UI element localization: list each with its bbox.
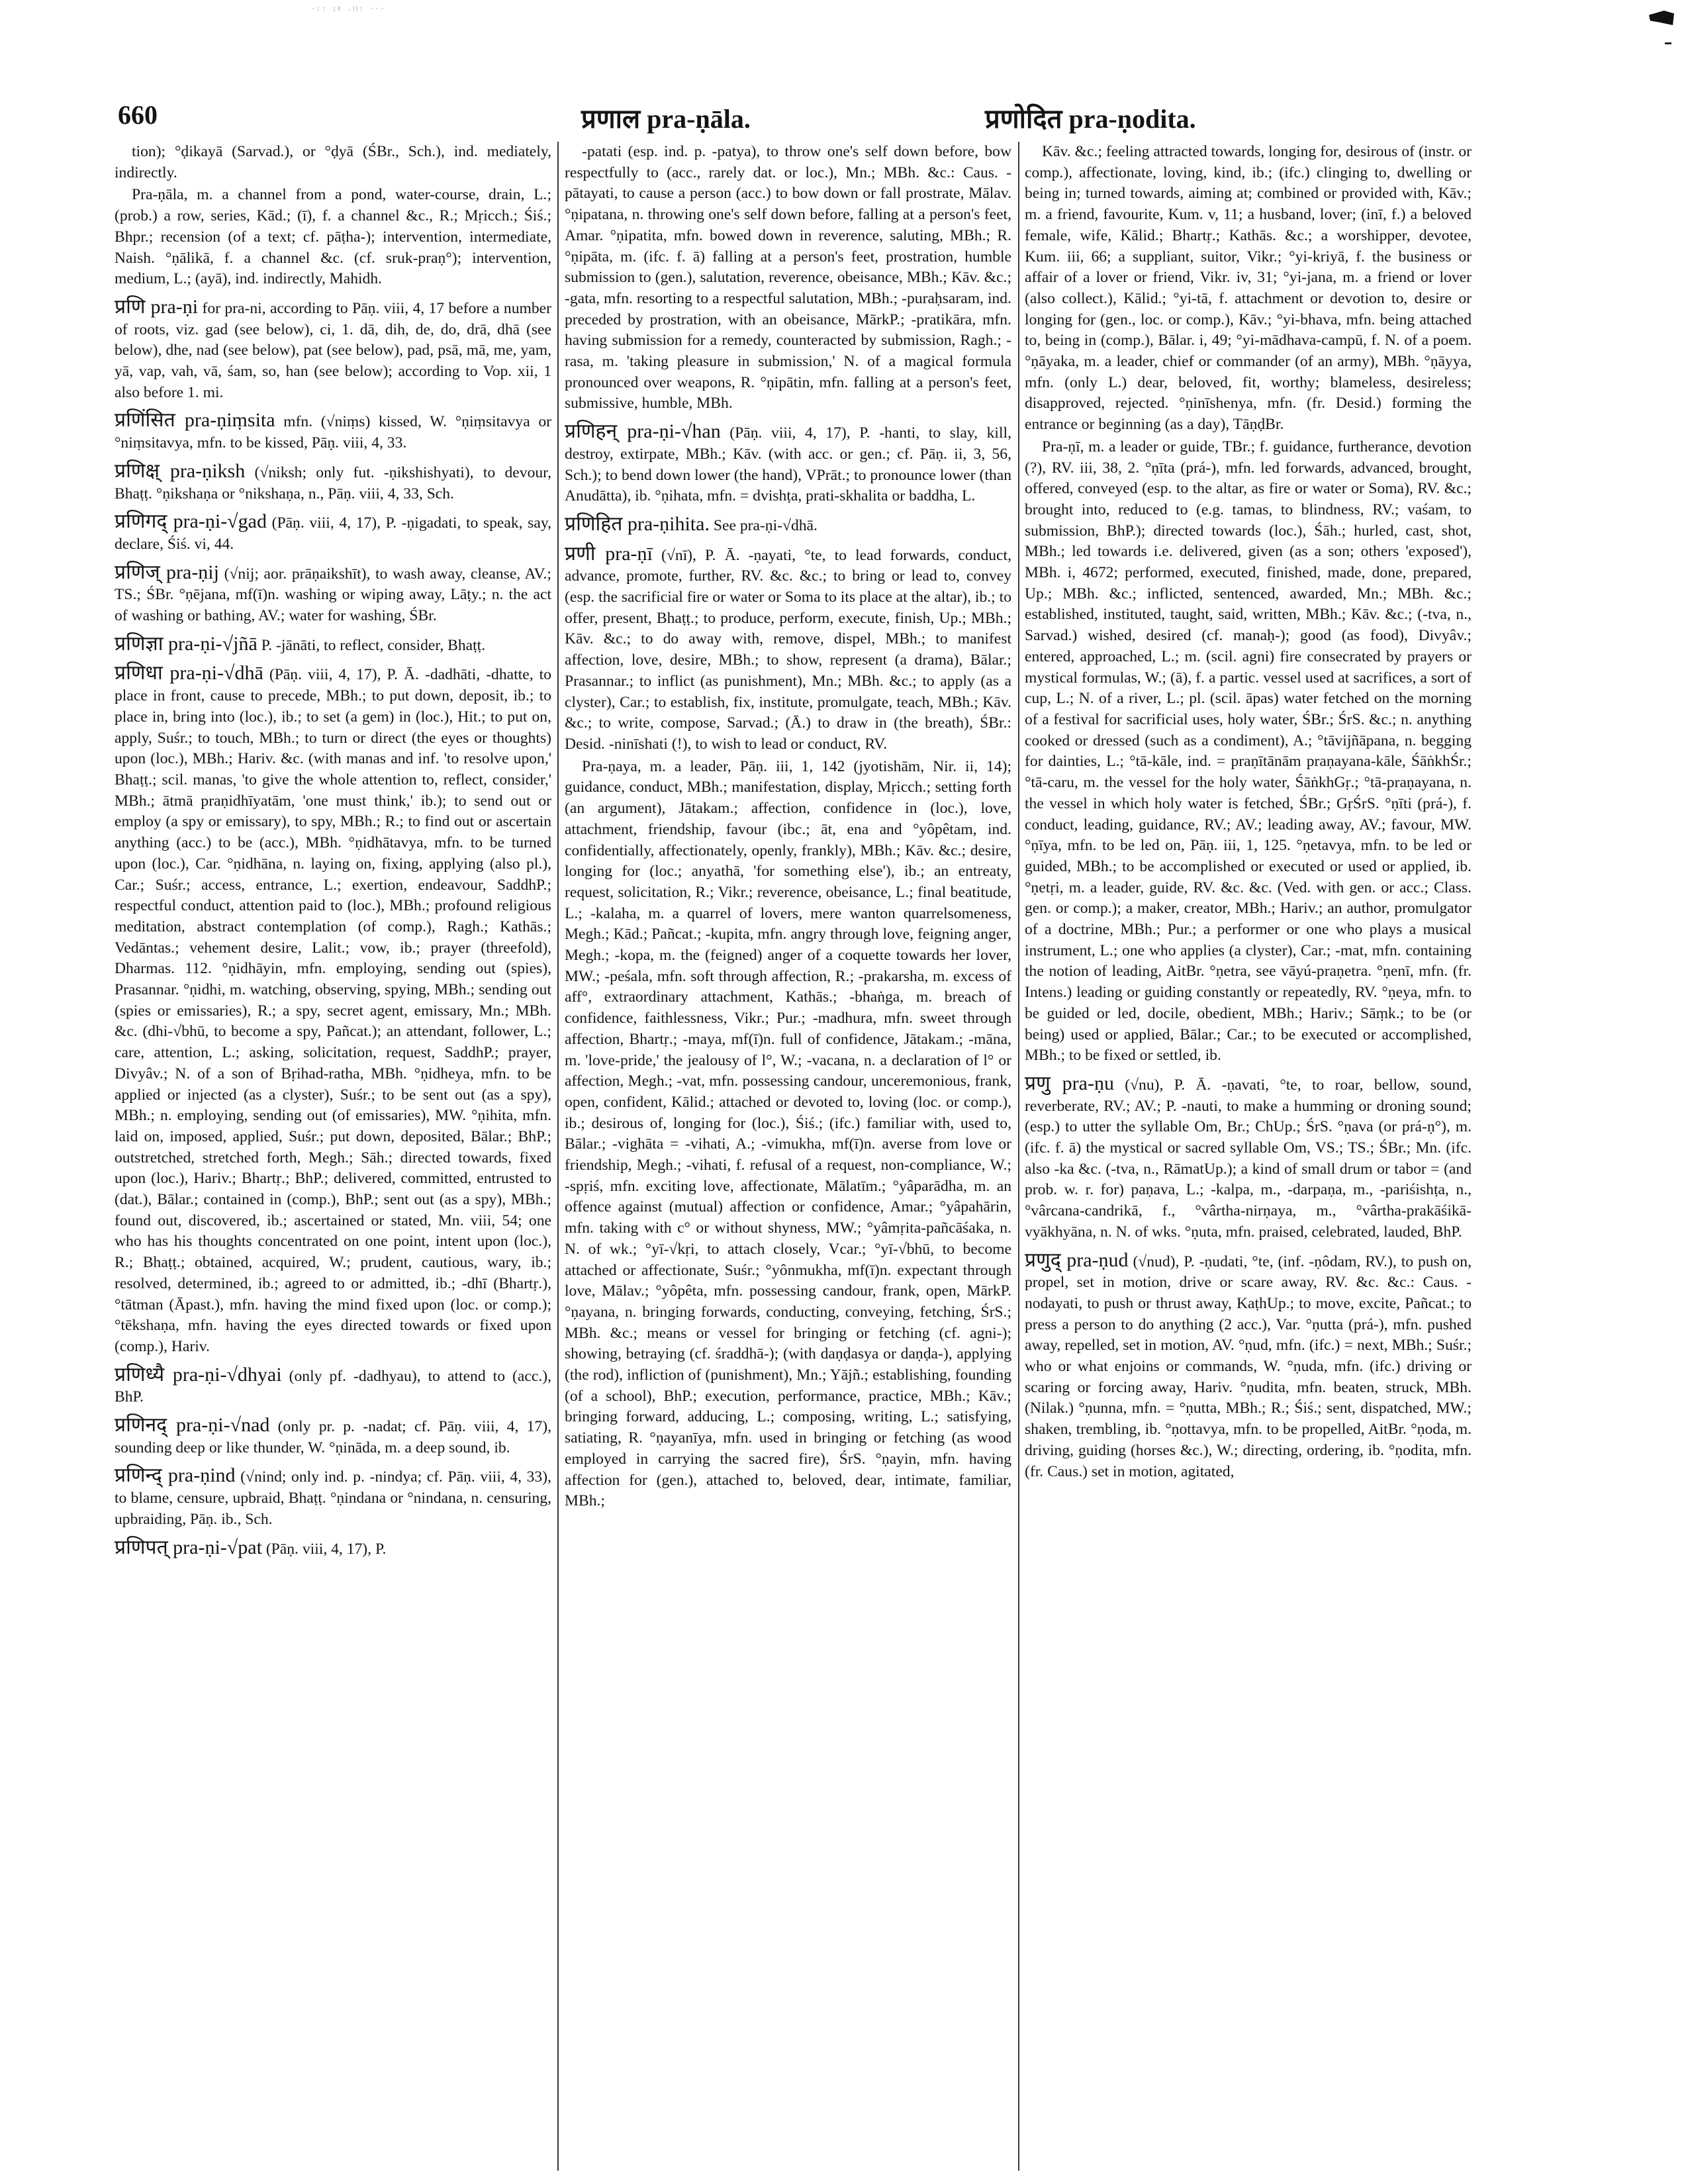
entry-headword: प्रणिहित pra-ṇihita. bbox=[565, 512, 710, 535]
dictionary-entry bbox=[115, 297, 551, 404]
entry-headword: प्रणिगद् pra-ṇi-√gad bbox=[115, 510, 267, 533]
entry-body: (√nī), P. Ā. -ṇayati, °te, to lead forwards, conduct, advance, promote, further, RV. &c. &c.; to bring or lead to, convey (esp. the sacrificial fire or water or Soma to its place at the altar), ib.; to offer, present, Bhaṭṭ.; to produce, perform, execute, finish, Up.; MBh.; Kāv. &c.; to do away with, remove, dispel, MBh.; to manifest affection, love, desire, MBh.; to show, represent (a drama), Bālar.; Prasannar.; to inflict (as punishment), Mn.; MBh. &c.; to apply (as a clyster), Car.; to establish, fix, institute, promulgate, teach, MBh.; Kāv. &c.; to write, compose, Sarvad.; (Ā.) to draw in (the breath), ŚBr.: Desid. -ninīshati (!), to wish to lead or conduct, RV. bbox=[565, 546, 1011, 753]
entry-headword: प्रणिज् pra-ṇij bbox=[115, 561, 219, 583]
dictionary-entry bbox=[565, 514, 1011, 537]
dictionary-entry bbox=[115, 1465, 551, 1530]
dictionary-column-3 bbox=[1025, 142, 1472, 2171]
entry-headword: प्रणिनद् pra-ṇi-√nad bbox=[115, 1414, 270, 1437]
entry-body: (Pāṇ. viii, 4, 17), P. Ā. -dadhāti, -dhatte, to place in front, cause to precede, MBh.; to put down, deposit, ib.; to place in, bring into (loc.), ib.; to set (a gem) in (loc.), Hit.; to put on, apply, Suśr.; to touch, MBh.; to turn or direct (the eyes or thoughts) upon (loc.), MBh.; Hariv. &c. (with manas and inf. 'to resolve upon,' Bhaṭṭ.; scil. manas, 'to give the whole attention to, reflect, consider,' MBh.; ātmā praṇidhīyatām, 'one must think,' ib.); to send out or employ (a spy or emissary), to spy, MBh.; R.; to find out or ascertain anything (acc.) to be (acc.), MBh. °ṇidhātavya, mfn. to be turned upon (loc.), Car. °ṇidhāna, n. laying on, fixing, applying (also pl.), Car.; Suśr.; access, entrance, L.; exertion, endeavour, SaddhP.; respectful conduct, attention paid to (loc.), MBh.; profound religious meditation, abstract contemplation (of comp.), Ragh.; Kathās.; Vedāntas.; vehement desire, Lalit.; vow, ib.; prayer (threefold), Dharmas. 112. °ṇidhāyin, mfn. employing, sending out (spies), Prasannar. °ṇidhi, m. watching, observing, spying, MBh.; sending out (spies or emissaries), R.; a spy, secret agent, emissary, Mn.; MBh. &c. (dhi-√bhū, to become a spy, Pañcat.); an attendant, follower, L.; care, attention, L.; asking, solicitation, request, SaddhP.; prayer, Divyâv.; N. of a son of Bṛihad-ratha, MBh. °ṇidheya, mfn. to be applied or injected (as a clyster), Suśr.; to be sent out (as a spy), MBh.; n. employing, sending out (of emissaries), MW. °ṇihita, mfn. laid on, imposed, applied, Suśr.; put down, deposited, Bālar.; BhP.; outstretched, stretched forth, Megh.; Sāh.; directed towards, fixed upon (loc.), Hariv.; Bhartṛ.; BhP.; delivered, committed, entrusted to (dat.), Bālar.; contained in (comp.), BhP.; sent out (as a spy), MBh.; found out, discovered, ib.; ascertained or stated, Mn. viii, 54; one who has his thoughts concentrated on one point, intent upon (loc.), R.; Bhaṭṭ.; obtained, acquired, W.; prudent, cautious, wary, ib.; resolved, determined, ib.; agreed to or admitted, ib.; -dhī (Bhartṛ.), °tātman (Āpast.), mfn. having the mind fixed upon (loc. or comp.); °tēkshaṇa, mfn. having the eyes directed towards or fixed upon (comp.), Hariv. bbox=[115, 666, 551, 1355]
entry-body: Kāv. &c.; feeling attracted towards, longing for, desirous of (instr. or comp.), affectionate, loving, kind, ib.; (ifc.) clinging to, dwelling or being in; turned towards, aiming at; combined or provided with, Kāv.; m. a friend, favourite, Kum. v, 11; a husband, lover; (inī, f.) a beloved female, wife, Kālid.; Bhartṛ.; Kathās. &c.; a worshipper, devotee, Kum. iii, 66; a suppliant, suitor, Vikr.; °yi-kriyā, f. the business or affair of a lover or friend, Vikr. iv, 31; °yi-jana, m. a friend or lover (also collect.), Kālid.; °yi-tā, f. attachment or devotion to, desire or longing for (gen., loc. or comp.), Kāv.; °yi-bhava, mfn. being attached to, being in (comp.), Bālar. i, 49; °yi-mādhava-campū, f. N. of a poem. °ṇāyaka, m. a leader, chief or commander (of an army), MBh. °ṇāyya, mfn. (only L.) dear, beloved, fit, worthy; blameless, desireless; disapproved, rejected. °ṇinīshenya, mfn. (fr. Desid.) forming the entrance or beginning (as a day), TāṇḍBr. bbox=[1025, 143, 1472, 434]
entry-headword: प्रणुद् pra-ṇud bbox=[1025, 1249, 1129, 1271]
entry-body: (only pf. -dadhyau), to attend to (acc.), BhP. bbox=[115, 1367, 551, 1406]
entry-body: (√nu), P. Ā. -ṇavati, °te, to roar, bellow, sound, reverberate, RV.; AV.; P. -nauti, to make a humming or droning sound; (esp.) to utter the syllable Om, Br.; ChUp.; ŚrS. °ṇava (or prá-ṇ°), m. (ifc. f. ā) the mystical or sacred syllable Om, VS.; TS.; ŚBr.; Mn. (ifc. also -ka &c. (-tva, n., RāmatUp.); a kind of small drum or tabor = (and prob. w. r. for) paṇava, L.; -kalpa, m., -darpaṇa, m., -pariśishṭa, n., °vârcana-candrikā, f., °vârtha-nirṇaya, m., °vârtha-prakāśikā-vyākhyāna, n. N. of wks. °ṇuta, mfn. praised, celebrated, lauded, BhP. bbox=[1025, 1076, 1472, 1241]
entry-headword: प्रणु pra-ṇu bbox=[1025, 1072, 1114, 1094]
entry-body: (√niksh; only fut. -ṇikshishyati), to devour, Bhaṭṭ. °ṇikshaṇa or °nikshaṇa, n., Pāṇ. viii, 4, 33, Sch. bbox=[115, 463, 551, 502]
dictionary-entry bbox=[565, 757, 1011, 1512]
dictionary-entry bbox=[1025, 142, 1472, 436]
dictionary-entry bbox=[1025, 1073, 1472, 1243]
dictionary-entry bbox=[115, 1364, 551, 1408]
scan-edge-mark bbox=[1649, 11, 1674, 30]
dictionary-entry bbox=[565, 142, 1011, 414]
dictionary-entry bbox=[1025, 437, 1472, 1067]
column-rule bbox=[1018, 142, 1019, 2171]
dictionary-entry bbox=[115, 634, 551, 657]
dictionary-column-1 bbox=[115, 142, 551, 2171]
entry-headword: प्रणिध्यै pra-ṇi-√dhyai bbox=[115, 1363, 282, 1386]
entry-headword: प्रणि pra-ṇi bbox=[115, 295, 199, 318]
entry-headword: प्रणिन्द् pra-ṇind bbox=[115, 1464, 236, 1487]
dictionary-entry bbox=[565, 544, 1011, 755]
entry-body: (√nind; only ind. p. -nindya; cf. Pāṇ. viii, 4, 33), to blame, censure, upbraid, Bhaṭṭ. °ṇindana or °nindana, n. censuring, upbraiding, Pāṇ. ib., Sch. bbox=[115, 1468, 551, 1528]
entry-body: Pra-ṇaya, m. a leader, Pāṇ. iii, 1, 142 (jyotishām, Nir. ii, 14); guidance, conduct, MBh.; manifestation, display, Mṛicch.; setting forth (an argument), Jātakam.; affection, confidence in (loc.), love, attachment, friendship, favour (ibc.; āt, ena and °yôpêtam, ind. confidentially, affectionately, openly, frankly), MBh.; Kāv. &c.; desire, longing for (loc.; anyathā, 'for something else'), ib.; an entreaty, request, solicitation, R.; Vikr.; reverence, obeisance, L.; final beatitude, L.; -kalaha, m. a quarrel of lovers, mere wanton quarrelsomeness, Megh.; Kād.; Pañcat.; -kupita, mfn. angry through love, feigning anger, Megh.; -kopa, m. the (feigned) anger of a coquette towards her lover, MW.; -peśala, mfn. soft through affection, R.; -prakarsha, m. excess of aff°, extraordinary attachment, Kathās.; -bhaṅga, m. breach of confidence, faithlessness, Vikr.; Pur.; -madhura, mfn. sweet through affection, Bhartṛ.; -maya, mf(ī)n. full of confidence, Jātakam.; -māna, m. 'love-pride,' the jealousy of l°, W.; -vacana, n. a declaration of l° or affection, Megh.; -vat, mfn. possessing candour, unceremonious, frank, open, confident, Kālid.; attached or devoted to, loving (loc. or comp.), ib.; desirous of, longing for (loc.), Śiś.; (ifc.) familiar with, used to, Bālar.; -vighāta = -vihati, A.; -vimukha, mf(ī)n. averse from love or friendship, Megh.; -vihati, f. refusal of a request, non-compliance, W.; -spṛiś, mfn. exciting love, affectionate, Mālatīm.; °yâparādha, m. an offence against (mutual) affection or confidence, Amar.; °yâpahārin, mfn. taking with c° or without shyness, MW.; °yâmṛita-pañcāśaka, n. N. of wk.; °yī-√kṛi, to attach closely, Vcar.; °yī-√bhū, to become attached or affectionate, Suśr.; °yônmukha, mf(ī)n. expectant through love, Mālav.; °yôpêta, mfn. possessing candour, frank, open, MārkP. °ṇayana, n. bringing forwards, conducting, conveying, fetching, ŚrS.; MBh. &c.; means or vessel for bringing or fetching (cf. agni-); showing, betraying (cf. śraddhā-); (with daṇḍasya or daṇḍa-), applying (the rod), infliction of (punishment), Mn.; Yājñ.; establishing, founding (of a school), BhP.; execution, performance, practice, MBh.; Kāv.; bringing forward, adducing, L.; composing, writing, L.; satisfying, satiating, R. °ṇayanīya, mfn. used in bringing or fetching (as wood employed in carrying the sacred fire), ŚrS. °ṇayin, mfn. having affection for (gen.), attached to, beloved, dear, intimate, familiar, MBh.; bbox=[565, 757, 1011, 1510]
running-head-right: प्रणोदित pra-ṇodita. bbox=[985, 104, 1196, 134]
entry-body: (only pr. p. -nadat; cf. Pāṇ. viii, 4, 17), sounding deep or like thunder, W. °ṇināda, m. a deep sound, ib. bbox=[115, 1418, 551, 1456]
entry-body: mfn. (√niṃs) kissed, W. °ṇiṃsitavya or °niṃsitavya, mfn. to be kissed, Pāṇ. viii, 4, 33. bbox=[115, 413, 551, 452]
entry-body: (√nij; aor. prāṇaikshīt), to wash away, cleanse, AV.; TS.; ŚBr. °ṇējana, mf(ī)n. washing or wiping away, Lāṭy.; n. the act of washing or bathing, AV.; water for washing, ŚBr. bbox=[115, 565, 551, 625]
entry-body: (Pāṇ. viii, 4, 17), P. -ṇigadati, to speak, say, declare, Śiś. vi, 44. bbox=[115, 514, 551, 553]
entry-body: tion); °ḍikayā (Sarvad.), or °ḍyā (ŚBr., Sch.), ind. mediately, indirectly. bbox=[115, 143, 551, 181]
entry-headword: प्रणिपत् pra-ṇi-√pat bbox=[115, 1536, 262, 1558]
entry-body: (Pāṇ. viii, 4, 17), P. -hanti, to slay, kill, destroy, extirpate, MBh.; Kāv. (with acc. or gen.; cf. Pāṇ. ii, 3, 56, Sch.); to bend down lower (the hand), VPrāt.; to pronounce lower (than Anudātta), ib. °ṇihata, mfn. = dvishṭa, prati-skhalita or baddha, L. bbox=[565, 424, 1011, 505]
dictionary-entry bbox=[115, 663, 551, 1357]
entry-body: Pra-ṇī, m. a leader or guide, TBr.; f. guidance, furtherance, devotion (?), RV. iii, 38, 2. °ṇīta (prá-), mfn. led forwards, advanced, brought, offered, conveyed (esp. to the altar, as fire or water or Soma), RV. &c.; brought into, reduced to (e.g. tamas, to blindness, RV.; vaśam, to submission, BhP.); directed towards (loc.), Śāh.; hurled, cast, shot, MBh.; led towards i.e. delivered, given (as a son; others 'exposed'), MBh. i, 4672; performed, executed, finished, made, done, prepared, Up.; MBh. &c.; inflicted, sentenced, awarded, Mn.; MBh. &c.; established, instituted, taught, said, written, MBh.; Kāv. &c.; (-tva, n., Sarvad.) wished, desired (cf. manaḥ-); good (as food), Divyâv.; entered, approached, L.; m. (scil. agni) fire consecrated by prayers or mystical formulas, W.; (ā), f. a partic. vessel used at sacrifices, a sort of cup, L.; N. of a river, L.; pl. (scil. āpas) water fetched on the morning of a festival for sacrificial uses, holy water, ŚBr.; ŚrS. &c.; n. anything cooked or dressed (such as a condiment), A.; °tāvijñāpana, n. begging for dainties, L.; °tā-kāle, ind. = praṇītānām praṇayana-kāle, ŚāṅkhŚr.; °tā-caru, m. the vessel for the holy water, ŚāṅkhGṛ.; °tā-praṇayana, n. the vessel in which holy water is fetched, ŚBr.; GṛŚrS. °ṇīti (prá-), f. conduct, leading, guidance, RV.; AV.; leading away, AV.; favour, MW. °ṇīya, mfn. to be led on, Pāṇ. iii, 1, 125. °ṇetavya, mfn. to be led or guided, MBh.; to be accomplished or executed or used or applied, ib. °ṇetṛi, m. a leader, guide, RV. &c. &c. (Ved. with gen. or acc.; Class. gen. or comp.); a maker, creator, MBh.; Hariv.; an author, promulgator of a doctrine, MBh.; Pur.; a performer or one who plays a musical instrument, L.; one who applies (a clyster), Car.; -mat, mfn. containing the notion of leading, AitBr. °ṇetra, see vāyú-praṇetra. °ṇenī, mfn. (fr. Intens.) leading or guiding constantly or repeatedly, RV. °ṇeya, mfn. to be guided or led, docile, obedient, MBh.; Hariv.; Sāṃk.; to be (or being) used or applied, Bālar.; Car.; to be executed or accomplished, MBh.; to be fixed or settled, ib. bbox=[1025, 438, 1472, 1065]
entry-headword: प्रणिधा pra-ṇi-√dhā bbox=[115, 662, 263, 685]
entry-headword: प्रणिहन् pra-ṇi-√han bbox=[565, 420, 721, 443]
page-header bbox=[118, 99, 1571, 140]
dictionary-entry bbox=[1025, 1250, 1472, 1483]
dictionary-entry bbox=[115, 511, 551, 555]
entry-body: P. -jānāti, to reflect, consider, Bhaṭṭ. bbox=[261, 636, 486, 654]
entry-headword: प्रणी pra-ṇī bbox=[565, 542, 653, 565]
entry-body: for pra-ni, according to Pāṇ. viii, 4, 17 before a number of roots, viz. gad (see below), ci, 1. dā, dih, de, do, drā, dhā (see below), dhe, nad (see below), pat (see below), pad, psā, mā, me, yam, yā, vap, vah, vā, śam, so, han (see below); according to Vop. xii, 1 also before 1. mi. bbox=[115, 299, 551, 401]
entry-body: Pra-ṇāla, m. a channel from a pond, water-course, drain, L.; (prob.) a row, series, Kād.; (ī), f. a channel &c., R.; Mṛicch.; Śiś.; Bhpr.; recension (of a text; cf. pāṭha-); intervention, intermediate, Naish. °ṇālikā, f. a channel &c. (cf. sruk-praṇ°); intervention, medium, L.; (ayā), ind. indirectly, Mahidh. bbox=[115, 186, 551, 288]
column-rule bbox=[557, 142, 559, 2171]
entry-body: -patati (esp. ind. p. -patya), to throw one's self down before, bow respectfully to (acc., rarely dat. or loc.), Mn.; MBh. &c.: Caus. -pātayati, to cause a person (acc.) to bow down or fall prostrate, Mālav. °ṇipatana, n. throwing one's self down before, falling at a person's feet, Amar. °ṇipatita, mfn. bowed down in reverence, saluting, MBh.; R. °ṇipāta, m. (ifc. f. ā) falling at a person's feet, prostration, humble submission to (gen.), salutation, reverence, obeisance, MBh.; Kāv. &c.; -gata, mfn. resorting to a respectful salutation, MBh.; -puraḥsaram, ind. preceded by prostration, with an obeisance, MārkP.; -pratikāra, mfn. having submission for a remedy, counteracted by submission, Ragh.; -rasa, m. 'taking pleasure in submission,' N. of a magical formula pronounced over weapons, R. °ṇipātin, mfn. falling at a person's feet, submissive, humble, MBh. bbox=[565, 143, 1011, 412]
dictionary-entry bbox=[115, 1415, 551, 1458]
dictionary-entry bbox=[115, 461, 551, 504]
entry-headword: प्रणिंसित pra-ṇiṃsita bbox=[115, 409, 275, 432]
dictionary-entry bbox=[565, 421, 1011, 507]
dictionary-entry bbox=[115, 185, 551, 290]
dictionary-entry bbox=[115, 1537, 551, 1560]
dictionary-entry bbox=[115, 410, 551, 453]
page-number: 660 bbox=[118, 100, 158, 130]
entry-headword: प्रणिज्ञा pra-ṇi-√jñā bbox=[115, 632, 258, 655]
entry-body: (Pāṇ. viii, 4, 17), P. bbox=[265, 1540, 387, 1558]
scan-artifact: ·:: ;ℓ .⁞⁞: ··· bbox=[311, 5, 386, 12]
dictionary-column-2 bbox=[565, 142, 1011, 2171]
entry-body: (√nud), P. -ṇudati, °te, (inf. -ṇôdam, RV.), to push on, propel, set in motion, drive or scare away, RV. &c. &c.: Caus. -nodayati, to push or thrust away, KaṭhUp.; to move, excite, Pañcat.; to press a person to do anything (2 acc.), Var. °ṇutta (prá-), mfn. pushed away, repelled, set in motion, AV. °ṇud, mfn. (ifc.) = next, MBh.; Suśr.; who or what enjoins or commands, W. °ṇuda, mfn. (ifc.) driving or scaring or forcing away, Hariv. °ṇudita, mfn. beaten, struck, MBh. (Nilak.) °ṇunna, mfn. = °ṇutta, MBh.; R.; Śiś.; sent, dispatched, MW.; shaken, trembling, ib. °ṇottavya, mfn. to be propelled, AitBr. °ṇoda, m. driving, guiding (horses &c.), W.; directing, ordering, ib. °ṇodita, mfn. (fr. Caus.) set in motion, agitated, bbox=[1025, 1253, 1472, 1480]
dictionary-entry bbox=[115, 562, 551, 627]
dictionary-entry bbox=[115, 142, 551, 183]
entry-headword: प्रणिक्ष् pra-ṇiksh bbox=[115, 459, 246, 482]
running-head-left: प्रणाल pra-ṇāla. bbox=[581, 104, 751, 134]
entry-body: See pra-ṇi-√dhā. bbox=[713, 516, 818, 534]
